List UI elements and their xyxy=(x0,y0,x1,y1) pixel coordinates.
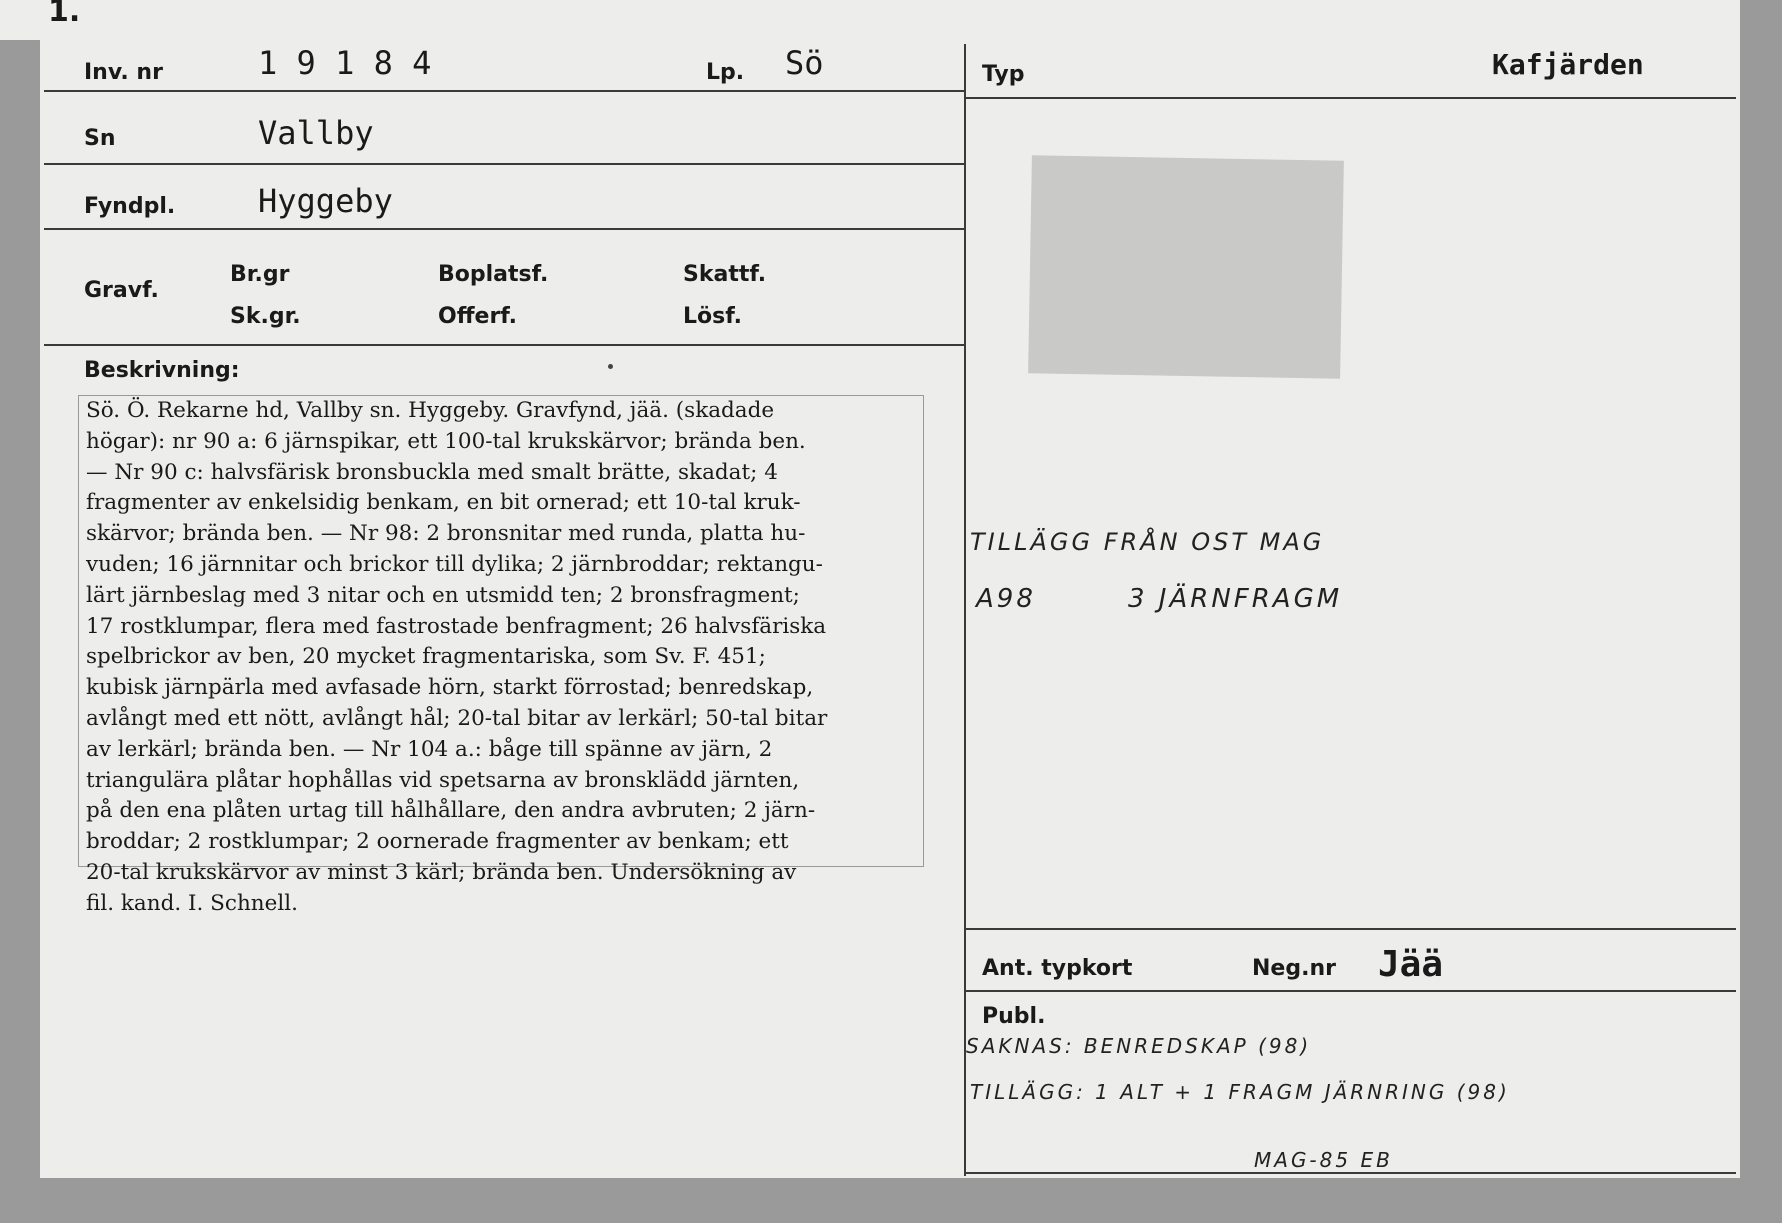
rule-fyndpl xyxy=(44,228,964,230)
card-number: 1. xyxy=(48,0,81,29)
rule-inv xyxy=(44,90,964,92)
rule-ant xyxy=(966,928,1736,930)
description-line: spelbrickor av ben, 20 mycket fragmentariska, som Sv. F. 451; xyxy=(86,644,766,670)
skattf-label: Skattf. xyxy=(683,262,767,287)
description-line: kubisk järnpärla med avfasade hörn, starkt förrostad; benredskap, xyxy=(86,675,814,701)
description-line: 17 rostklumpar, flera med fastrostade benfragment; 26 halvsfäriska xyxy=(86,613,827,639)
publ-note-line3: MAG-85 EB xyxy=(1254,1148,1393,1172)
publ-note-line1: SAKNAS: BENREDSKAP (98) xyxy=(966,1034,1312,1058)
column-divider xyxy=(964,44,966,1176)
handwritten-note-a98: A98 xyxy=(976,584,1036,614)
ink-dot xyxy=(608,364,613,369)
fyndpl-label: Fyndpl. xyxy=(84,194,176,219)
lp-value: Sö xyxy=(785,44,824,82)
handwritten-note-line1: TILLÄGG FRÅN OST MAG xyxy=(970,528,1325,556)
rule-bottom xyxy=(966,1172,1736,1174)
losf-label: Lösf. xyxy=(683,304,742,329)
neg-nr-value: Jää xyxy=(1378,944,1444,985)
publ-label: Publ. xyxy=(982,1004,1046,1029)
description-line: fil. kand. I. Schnell. xyxy=(86,890,298,916)
rule-typ xyxy=(966,97,1736,99)
handwritten-note-fragm: 3 JÄRNFRAGM xyxy=(1128,584,1343,614)
description-line: högar): nr 90 a: 6 järnspikar, ett 100-tal krukskärvor; brända ben. xyxy=(86,428,806,454)
rule-gravf xyxy=(44,344,964,346)
description-line: på den ena plåten urtag till hålhållare, den andra avbruten; 2 järn- xyxy=(86,798,816,824)
rule-publ xyxy=(966,990,1736,992)
description-line: fragmenter av enkelsidig benkam, en bit ornerad; ett 10-tal kruk- xyxy=(86,490,801,516)
rule-sn xyxy=(44,163,964,165)
inv-nr-label: Inv. nr xyxy=(84,60,163,85)
description-line: vuden; 16 järnnitar och brickor till dylika; 2 järnbroddar; rektangu- xyxy=(86,551,823,577)
offerf-label: Offerf. xyxy=(438,304,518,329)
description-line: av lerkärl; brända ben. — Nr 104 a.: båge till spänne av järn, 2 xyxy=(86,736,773,762)
gravf-label: Gravf. xyxy=(84,278,159,303)
brgr-label: Br.gr xyxy=(230,262,290,287)
lp-label: Lp. xyxy=(706,60,745,85)
card-corner-cut xyxy=(0,0,40,40)
description-line: broddar; 2 rostklumpar; 2 oornerade fragmenter av benkam; ett xyxy=(86,829,789,855)
typ-label: Typ xyxy=(982,62,1025,87)
neg-nr-label: Neg.nr xyxy=(1252,956,1336,981)
publ-note-line2: TILLÄGG: 1 ALT + 1 FRAGM JÄRNRING (98) xyxy=(970,1080,1510,1104)
description-text xyxy=(86,396,886,920)
description-line: 20-tal krukskärvor av minst 3 kärl; brända ben. Undersökning av xyxy=(86,859,797,885)
description-line: triangulära plåtar hophållas vid spetsarna av bronsklädd järnten, xyxy=(86,767,800,793)
sn-label: Sn xyxy=(84,126,116,151)
fyndpl-value: Hyggeby xyxy=(258,182,393,220)
photo-placeholder xyxy=(1028,155,1344,378)
description-line: Sö. Ö. Rekarne hd, Vallby sn. Hyggeby. Gravfynd, jää. (skadade xyxy=(86,398,775,423)
description-line: lärt järnbeslag med 3 nitar och en utsmidd ten; 2 bronsfragment; xyxy=(86,582,800,608)
description-line: — Nr 90 c: halvsfärisk bronsbuckla med smalt brätte, skadat; 4 xyxy=(86,459,778,485)
description-line: avlångt med ett nött, avlångt hål; 20-tal bitar av lerkärl; 50-tal bitar xyxy=(86,705,828,731)
boplatsf-label: Boplatsf. xyxy=(438,262,549,287)
description-line: skärvor; brända ben. — Nr 98: 2 bronsnitar med runda, platta hu- xyxy=(86,521,806,547)
skgr-label: Sk.gr. xyxy=(230,304,301,329)
beskrivning-label: Beskrivning: xyxy=(84,358,240,383)
ant-typkort-label: Ant. typkort xyxy=(982,956,1133,981)
inv-nr-value: 1 9 1 8 4 xyxy=(258,44,432,82)
sn-value: Vallby xyxy=(258,114,374,152)
typ-value: Kafjärden xyxy=(1492,48,1644,81)
